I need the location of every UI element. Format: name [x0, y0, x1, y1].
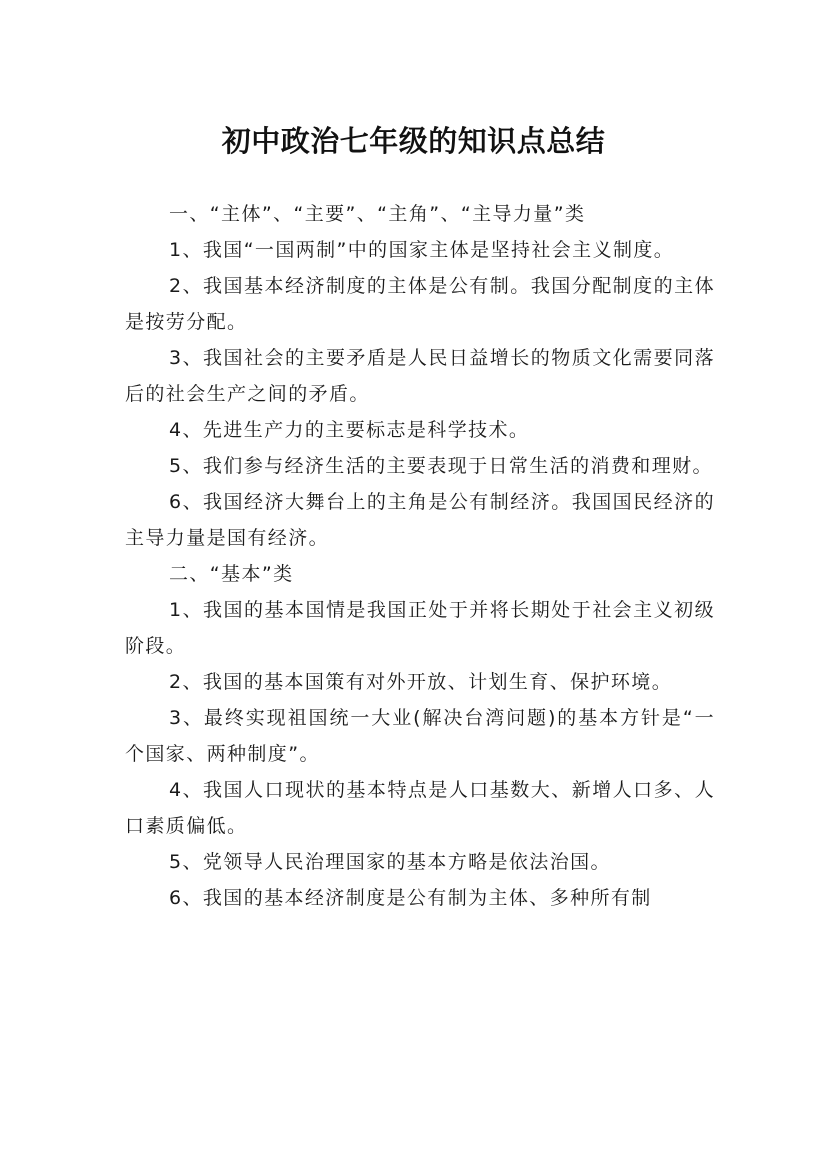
paragraph: 3、最终实现祖国统一大业(解决台湾问题)的基本方针是“一个国家、两种制度”。 [125, 707, 715, 765]
paragraph: 4、先进生产力的主要标志是科学技术。 [169, 419, 530, 441]
paragraph: 1、我国“一国两制”中的国家主体是坚持社会主义制度。 [169, 239, 675, 261]
paragraph: 6、我国的基本经济制度是公有制为主体、多种所有制 [169, 887, 652, 909]
paragraph: 3、我国社会的主要矛盾是人民日益增长的物质文化需要同落后的社会生产之间的矛盾。 [125, 347, 715, 405]
document-body [125, 196, 715, 916]
paragraph: 1、我国的基本国情是我国正处于并将长期处于社会主义初级阶段。 [125, 599, 715, 657]
document-title: 初中政治七年级的知识点总结 [221, 124, 606, 159]
paragraph: 6、我国经济大舞台上的主角是公有制经济。我国国民经济的主导力量是国有经济。 [125, 491, 715, 549]
paragraph: 5、党领导人民治理国家的基本方略是依法治国。 [169, 851, 611, 873]
section-heading: 二、“基本”类 [169, 563, 294, 585]
paragraph: 2、我国基本经济制度的主体是公有制。我国分配制度的主体是按劳分配。 [125, 275, 715, 333]
paragraph: 4、我国人口现状的基本特点是人口基数大、新增人口多、人口素质偏低。 [125, 779, 715, 837]
paragraph: 2、我国的基本国策有对外开放、计划生育、保护环境。 [169, 671, 673, 693]
section-heading: 一、“主体”、“主要”、“主角”、“主导力量”类 [169, 203, 586, 225]
paragraph: 5、我们参与经济生活的主要表现于日常生活的消费和理财。 [169, 455, 713, 477]
